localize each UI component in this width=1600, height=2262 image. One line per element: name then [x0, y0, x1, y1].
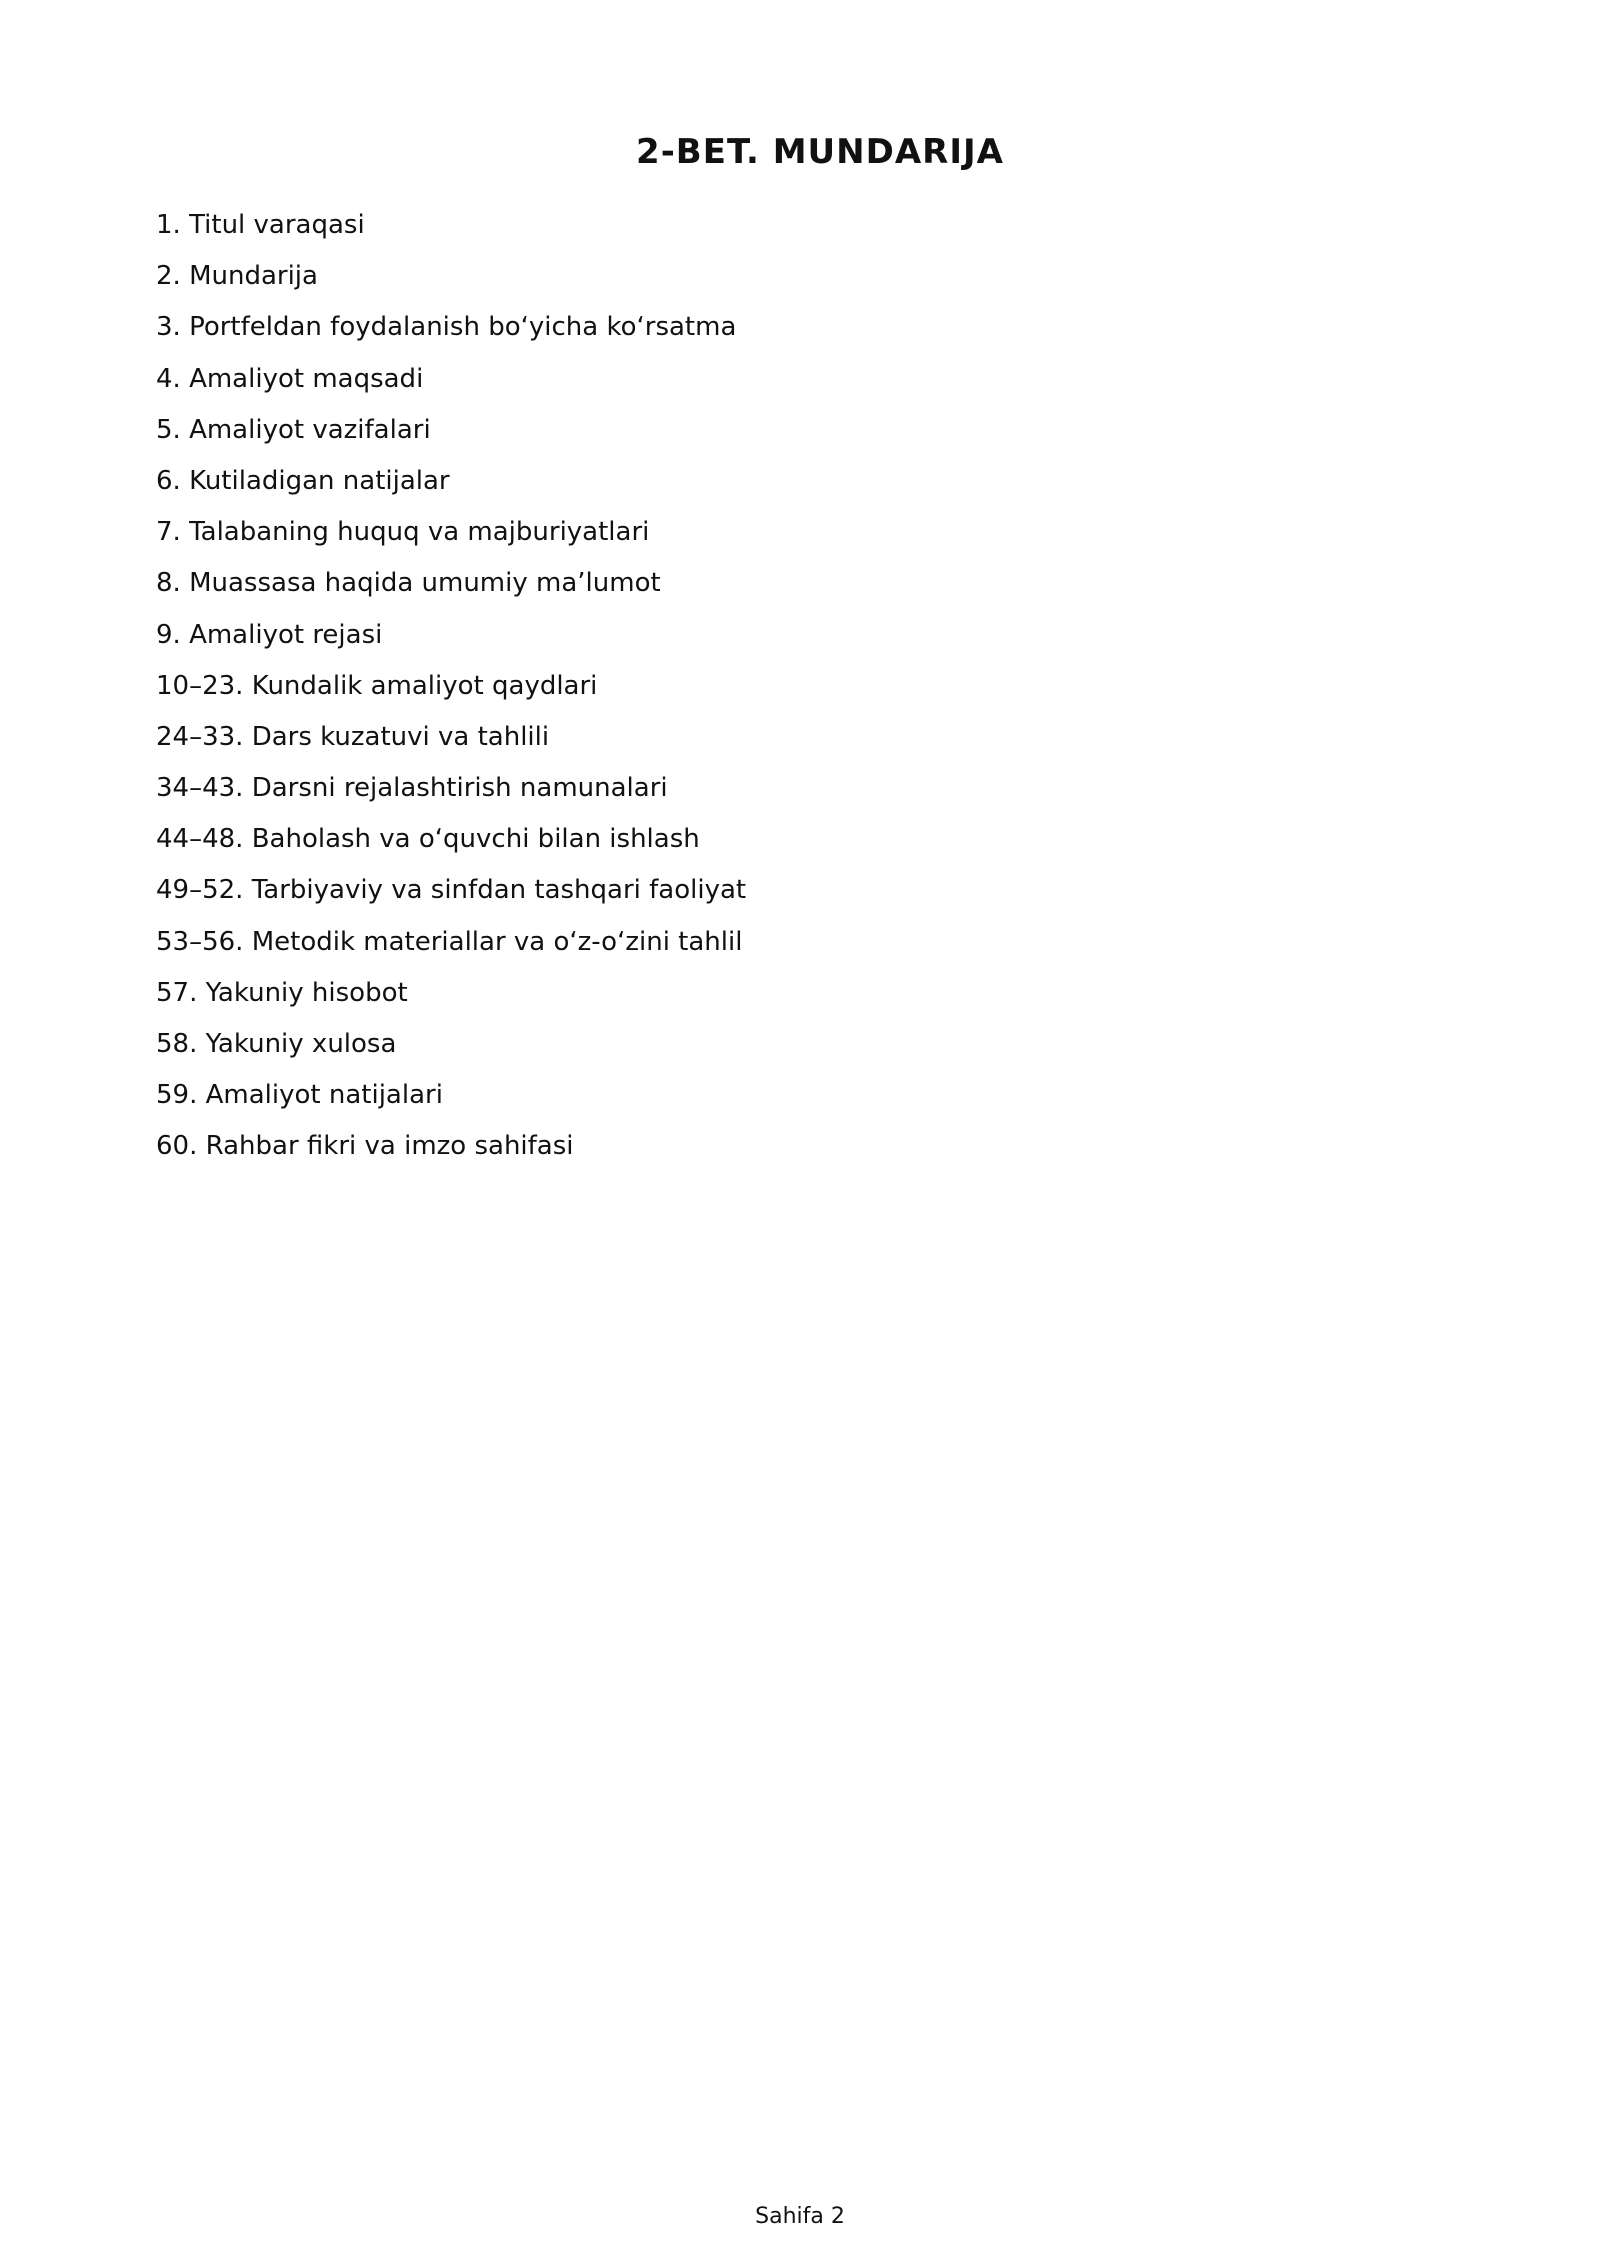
toc-item: 53–56. Metodik materiallar va o‘z-o‘zini tahlil: [156, 926, 743, 957]
toc-item: 58. Yakuniy xulosa: [156, 1029, 397, 1059]
toc-item: 57. Yakuniy hisobot: [156, 977, 408, 1008]
toc-item: 24–33. Dars kuzatuvi va tahlili: [156, 721, 550, 752]
toc-item: 34–43. Darsni rejalashtirish namunalari: [156, 773, 668, 804]
toc-item: 2. Mundarija: [156, 261, 318, 292]
toc-item: 1. Titul varaqasi: [156, 210, 365, 240]
toc-item: 6. Kutiladigan natijalar: [156, 465, 450, 496]
toc-item: 44–48. Baholash va o‘quvchi bilan ishlash: [156, 824, 700, 855]
toc-item: 60. Rahbar fikri va imzo sahifasi: [156, 1131, 574, 1162]
toc-item: 9. Amaliyot rejasi: [156, 619, 383, 650]
toc-item: 8. Muassasa haqida umumiy ma’lumot: [156, 568, 661, 599]
toc-item: 59. Amaliyot natijalari: [156, 1080, 443, 1111]
toc-item: 5. Amaliyot vazifalari: [156, 414, 431, 445]
toc-item: 10–23. Kundalik amaliyot qaydlari: [156, 670, 598, 701]
page-title: 2-BET. MUNDARIJA: [636, 132, 1004, 172]
table-of-contents: [156, 200, 746, 1173]
toc-item: 49–52. Tarbiyaviy va sinfdan tashqari faoliyat: [156, 875, 747, 906]
toc-item: 7. Talabaning huquq va majburiyatlari: [156, 517, 650, 548]
toc-item: 4. Amaliyot maqsadi: [156, 363, 424, 394]
page-number-footer: Sahifa 2: [755, 2204, 845, 2229]
toc-item: 3. Portfeldan foydalanish bo‘yicha ko‘rsatma: [156, 312, 737, 343]
